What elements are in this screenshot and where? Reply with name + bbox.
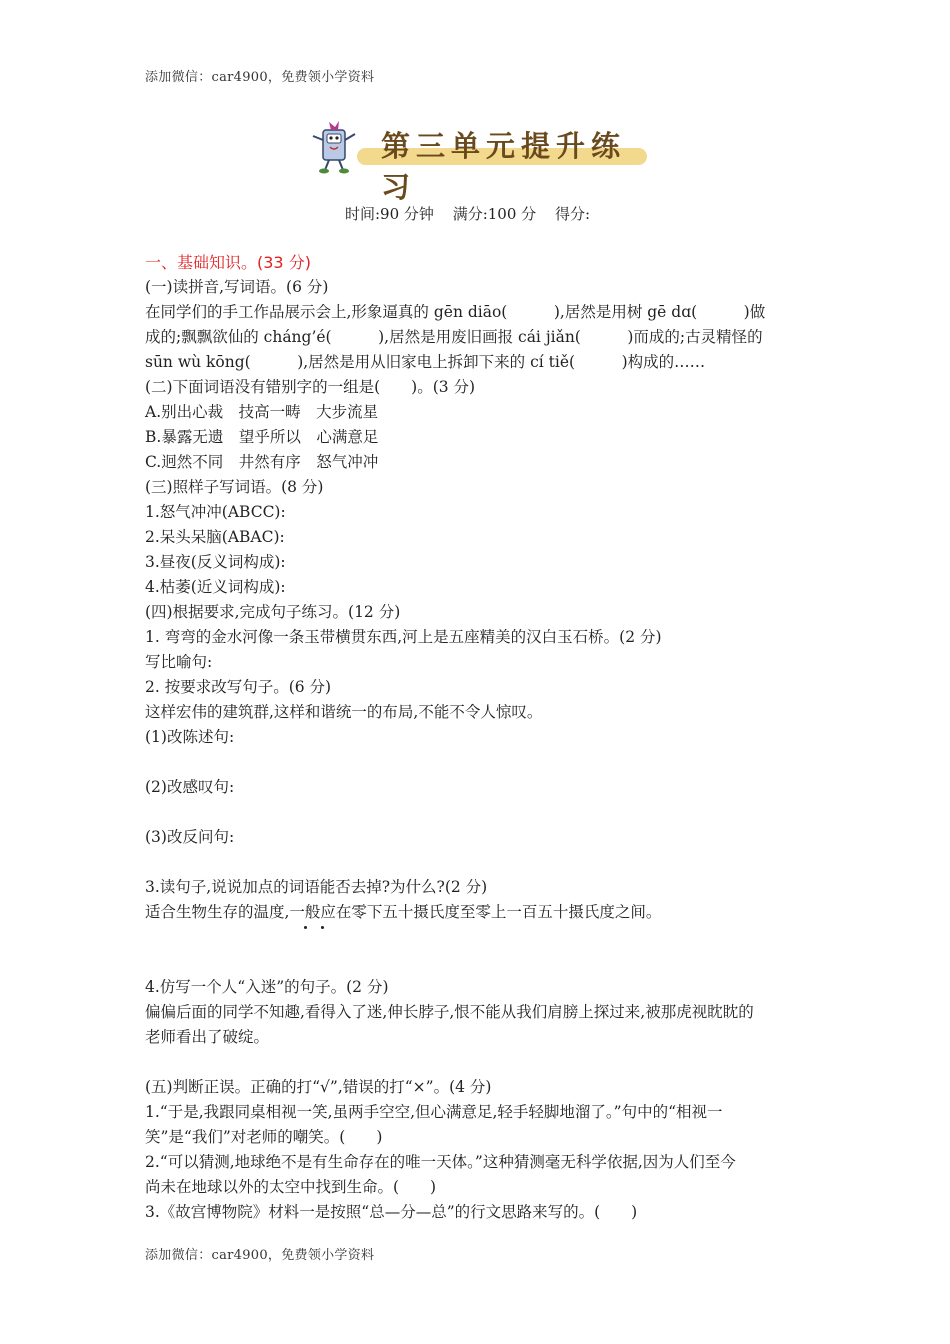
emphasis-dot <box>321 926 324 929</box>
exam-meta <box>345 203 604 224</box>
page-title: 第三单元提升练习 <box>381 129 627 204</box>
question-heading: (一)读拼音,写词语。(6 分) <box>145 278 329 296</box>
question-heading: (四)根据要求,完成句子练习。(12 分) <box>145 603 401 621</box>
list-item: 1. 弯弯的金水河像一条玉带横贯东西,河上是五座精美的汉白玉石桥。(2 分) <box>145 628 662 646</box>
list-item: 2.呆头呆脑(ABAC): <box>145 528 285 546</box>
paragraph-line: 在同学们的手工作品展示会上,形象逼真的 gēn diāo( ),居然是用树 gē dɑ( )做 <box>145 303 766 321</box>
score-field: 得分: <box>554 205 590 223</box>
paragraph-line: sūn wù kōng( ),居然是用从旧家电上拆卸下来的 cí tiě( )构成的…… <box>145 353 706 371</box>
list-item: (1)改陈述句: <box>145 728 235 746</box>
question-heading: (二)下面词语没有错别字的一组是( )。(3 分) <box>145 378 476 396</box>
paragraph-line <box>145 900 810 925</box>
header-banner <box>305 118 650 204</box>
content <box>145 250 810 1225</box>
paragraph-line: 3.《故宫博物院》材料一是按照“总—分—总”的行文思路来写的。( ) <box>145 1203 638 1221</box>
option-a: A.别出心裁 技高一畴 大步流星 <box>145 403 379 421</box>
paragraph-line: 1.“于是,我跟同桌相视一笑,虽两手空空,但心满意足,轻手轻脚地溜了。”句中的“相视一 <box>145 1103 723 1121</box>
full-score: 满分:100 分 <box>452 205 537 223</box>
option-c: C.迥然不同 井然有序 怒气冲冲 <box>145 453 379 471</box>
paragraph-line: 2.“可以猜测,地球绝不是有生命存在的唯一天体。”这种猜测毫无科学依据,因为人们至今 <box>145 1153 736 1171</box>
question-heading: (五)判断正误。正确的打“√”,错误的打“×”。(4 分) <box>145 1078 492 1096</box>
watermark-top: 添加微信：car4900，免费领小学资料 <box>145 70 375 85</box>
section-title: 一、基础知识。(33 分) <box>145 253 311 272</box>
question-heading: (三)照样子写词语。(8 分) <box>145 478 324 496</box>
watermark-bottom: 添加微信：car4900，免费领小学资料 <box>145 1248 375 1263</box>
paragraph-line: 偏偏后面的同学不知趣,看得入了迷,伸长脖子,恨不能从我们肩膀上探过来,被那虎视眈眈的 <box>145 1003 754 1021</box>
paragraph-line: 老师看出了破绽。 <box>145 1028 270 1046</box>
list-item: (3)改反问句: <box>145 828 235 846</box>
list-item: 1.怒气冲冲(ABCC): <box>145 503 286 521</box>
list-item: 4.枯萎(近义词构成): <box>145 578 286 596</box>
paragraph-line: 这样宏伟的建筑群,这样和谐统一的布局,不能不令人惊叹。 <box>145 703 543 721</box>
book-mascot-icon <box>305 118 365 178</box>
emphasis-dot <box>304 926 307 929</box>
list-item: 2. 按要求改写句子。(6 分) <box>145 678 332 696</box>
time-limit: 时间:90 分钟 <box>345 205 434 223</box>
paragraph-line: 成的;飘飘欲仙的 cháng’é( ),居然是用废旧画报 cái jiǎn( )而成的;古灵精怪的 <box>145 328 763 346</box>
list-item: 3.读句子,说说加点的词语能否去掉?为什么?(2 分) <box>145 878 488 896</box>
dotted-sentence: 适合生物生存的温度,一般应在零下五十摄氏度至零上一百五十摄氏度之间。 <box>145 903 662 921</box>
list-item: (2)改感叹句: <box>145 778 235 796</box>
list-item: 4.仿写一个人“入迷”的句子。(2 分) <box>145 978 389 996</box>
paragraph-line: 笑”是“我们”对老师的嘲笑。( ) <box>145 1128 383 1146</box>
list-item: 3.昼夜(反义词构成): <box>145 553 286 571</box>
option-b: B.暴露无遗 望乎所以 心满意足 <box>145 428 379 446</box>
list-item: 写比喻句: <box>145 653 213 671</box>
paragraph-line: 尚未在地球以外的太空中找到生命。( ) <box>145 1178 437 1196</box>
